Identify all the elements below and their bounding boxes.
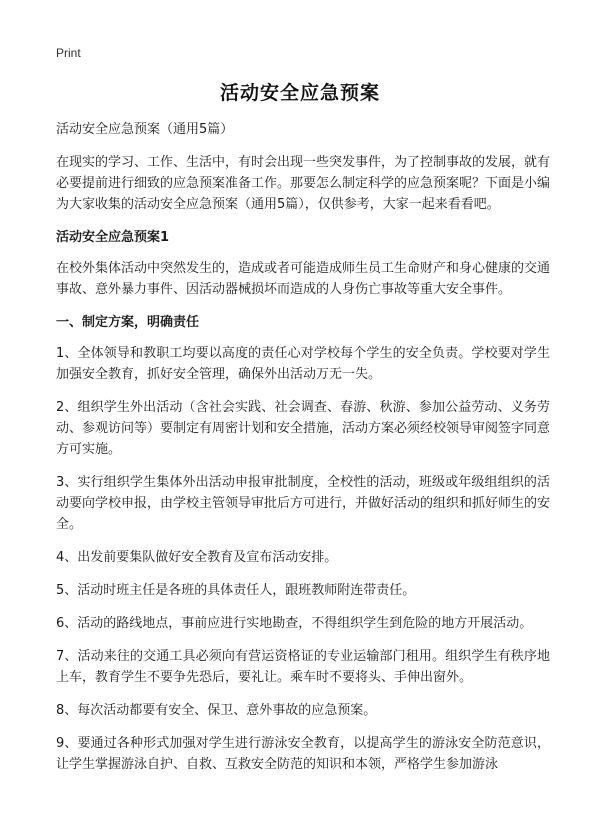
list-item: 7、活动来往的交通工具必须向有营运资格证的专业运输部门租用。组织学生有秩序地上车，教育学生不要争先恐后，要礼让。乘车时不要将头、手伸出窗外。 [56,649,550,685]
subsection-heading: 一、制定方案，明确责任 [56,315,200,330]
section-heading: 活动安全应急预案1 [56,230,170,245]
list-item: 1、全体领导和教职工均要以高度的责任心对学校每个学生的安全负责。学校要对学生加强安全教育，抓好安全管理，确保外出活动万无一失。 [56,346,550,382]
list-item: 4、出发前要集队做好安全教育及宣布活动安排。 [56,550,338,565]
list-item: 6、活动的路线地点，事前应进行实地勘查，不得组织学生到危险的地方开展活动。 [56,616,533,631]
document-body [56,119,550,787]
list-item: 9、要通过各种形式加强对学生进行游泳安全教育，以提高学生的游泳安全防范意识，让学生掌握游泳自护、自救、互救安全防范的知识和本领，严格学生参加游泳 [56,736,550,772]
document-subtitle: 活动安全应急预案（通用5篇） [56,122,234,137]
intro-paragraph: 在现实的学习、工作、生活中，有时会出现一些突发事件，为了控制事故的发展，就有必要提前进行细致的应急预案准备工作。那要怎么制定科学的应急预案呢？下面是小编为大家收集的活动安全应急预案（通用5篇），仅供参考，大家一起来看看吧。 [56,155,551,212]
list-item: 5、活动时班主任是各班的具体责任人，跟班教师附连带责任。 [56,583,416,598]
list-item: 2、组织学生外出活动（含社会实践、社会调查、春游、秋游、参加公益劳动、义务劳动、参观访问等）要制定有周密计划和安全措施，活动方案必须经校领导审阅签字同意方可实施。 [56,400,551,457]
list-item: 3、实行组织学生集体外出活动申报审批制度，全校性的活动，班级或年级组组织的活动要向学校申报，由学校主管领导审批后方可进行，并做好活动的组织和抓好师生的安全。 [56,475,551,532]
document-title: 活动安全应急预案 [219,82,380,104]
section-paragraph: 在校外集体活动中突然发生的，造成或者可能造成师生员工生命财产和身心健康的交通事故、意外暴力事件、因活动器械损坏而造成的人身伤亡事故等重大安全事件。 [56,261,551,297]
list-item: 8、每次活动都要有安全、保卫、意外事故的应急预案。 [56,703,377,718]
print-label: Print [56,46,81,60]
